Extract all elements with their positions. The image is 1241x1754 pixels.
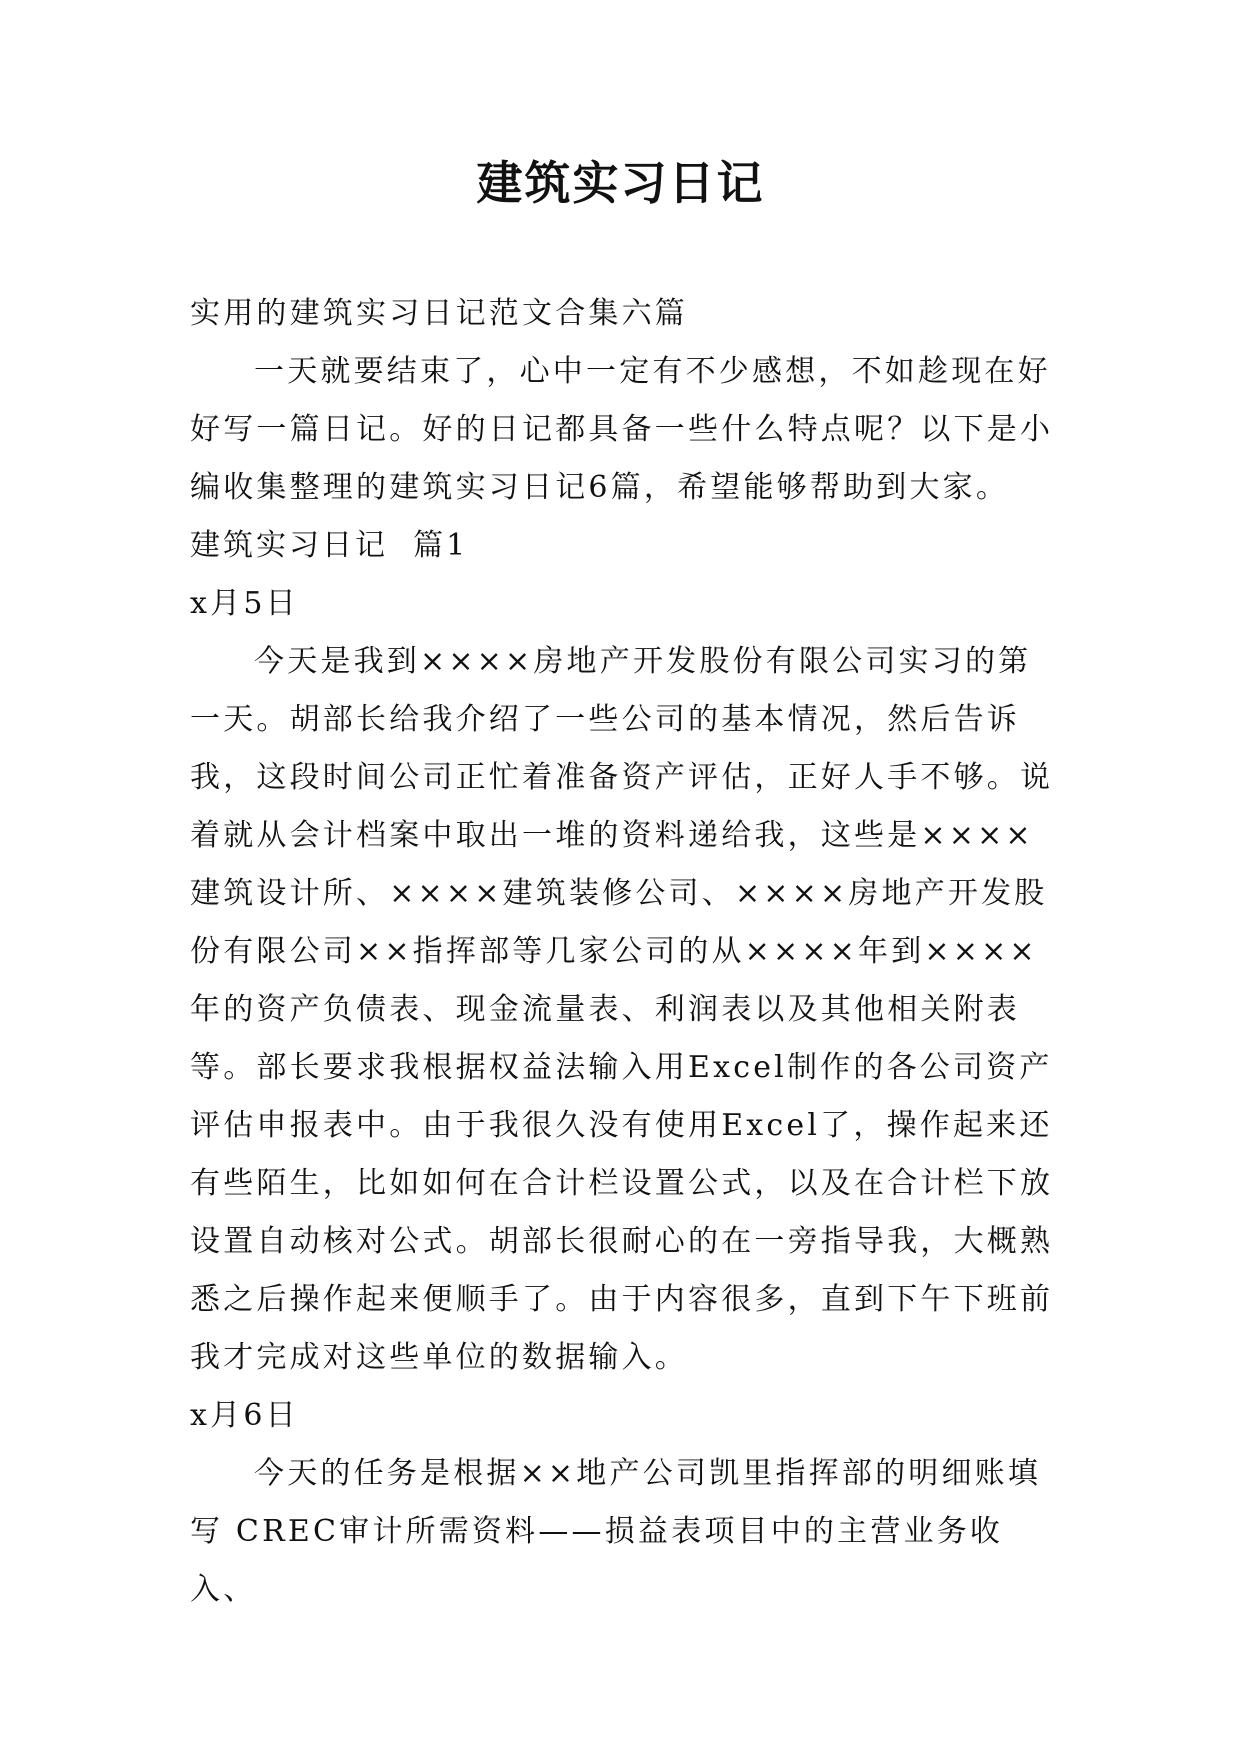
subtitle: 实用的建筑实习日记范文合集六篇 (190, 296, 688, 331)
section-heading: 建筑实习日记 篇1 (190, 528, 469, 563)
entry-date: x月6日 (190, 1398, 299, 1433)
entry-paragraph: 今天是我到××××房地产开发股份有限公司实习的第一天。胡部长给我介绍了一些公司的基本情况，然后告诉我，这段时间公司正忙着准备资产评估，正好人手不够。说着就从会计档案中取出一堆的资料递给我，这些是××××建筑设计所、××××建筑装修公司、××××房地产开发股份有限公司××指挥部等几家公司的从××××年到××××年的资产负债表、现金流量表、利润表以及其他相关附表等。部长要求我根据权益法输入用Excel制作的各公司资产评估申报表中。由于我很久没有使用Excel了，操作起来还有些陌生，比如如何在合计栏设置公式，以及在合计栏下放设置自动核对公式。胡部长很耐心的在一旁指导我，大概熟悉之后操作起来便顺手了。由于内容很多，直到下午下班前我才完成对这些单位的数据输入。 (190, 644, 1054, 1375)
entry-date: x月5日 (190, 586, 299, 621)
document-title: 建筑实习日记 (476, 156, 765, 210)
entry-paragraph: 今天的任务是根据××地产公司凯里指挥部的明细账填写 CREC审计所需资料——损益表项目中的主营业务收入、 (190, 1456, 1042, 1607)
intro-paragraph: 一天就要结束了，心中一定有不少感想，不如趁现在好好写一篇日记。好的日记都具备一些什么特点呢？以下是小编收集整理的建筑实习日记6篇，希望能够帮助到大家。 (190, 354, 1054, 505)
document-body (190, 285, 1060, 1619)
